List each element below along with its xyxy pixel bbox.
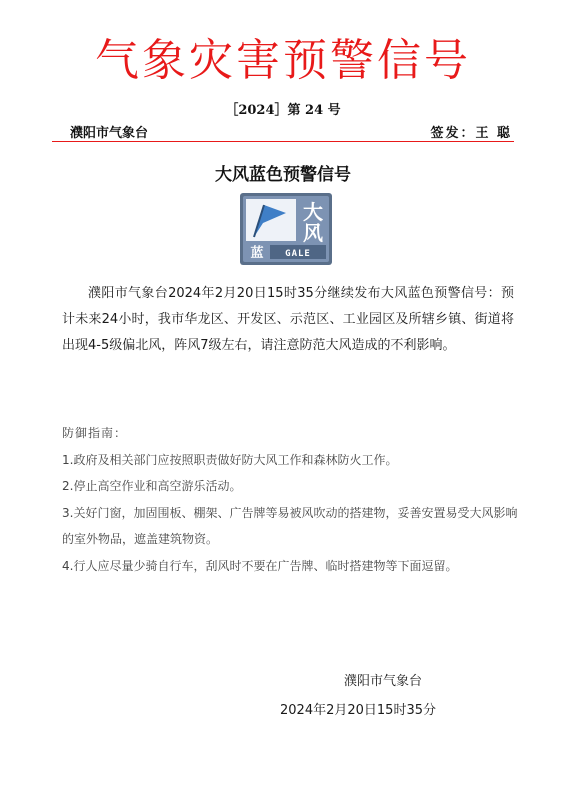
footer-datetime: 2024年2月20日15时35分 [280,703,436,718]
defense-guide [62,420,522,579]
icon-level-char: 蓝 [250,246,264,261]
warning-body: 濮阳市气象台2024年2月20日15时35分继续发布大风蓝色预警信号：预计未来24小时，我市华龙区、开发区、示范区、工业园区及所辖乡镇、街道将出现4-5级偏北风，阵风7级左右，请注意防范大风造成的不利影响。 [62,286,514,353]
issue-number: ［2024］第 24 号 [225,103,341,118]
guide-item: 1.政府及相关部门应按照职责做好防大风工作和森林防火工作。 [62,452,398,467]
masthead-title: 气象灾害预警信号 [95,35,471,86]
guide-item: 4.行人应尽量少骑自行车，刮风时不要在广告牌、临时搭建物等下面逗留。 [62,558,458,573]
guide-item: 3.关好门窗，加固围板、棚架、广告牌等易被风吹动的搭建物，妥善安置易受大风影响的室外物品，遮盖建筑物资。 [62,505,518,546]
issuer-name: 濮阳市气象台 [70,126,149,141]
footer-organization: 濮阳市气象台 [344,674,423,689]
red-divider [52,141,514,142]
icon-char-da: 大 [303,200,323,224]
document-title: 大风蓝色预警信号 [215,165,351,185]
guide-item: 2.停止高空作业和高空游乐活动。 [62,479,242,493]
gale-blue-signal-icon [240,193,332,265]
icon-gale-label: GALE [285,249,311,259]
signer: 签发：王 聪 [430,126,512,141]
issuer-row [52,122,514,140]
icon-char-feng: 风 [303,221,323,245]
guide-heading: 防御指南： [62,426,128,440]
